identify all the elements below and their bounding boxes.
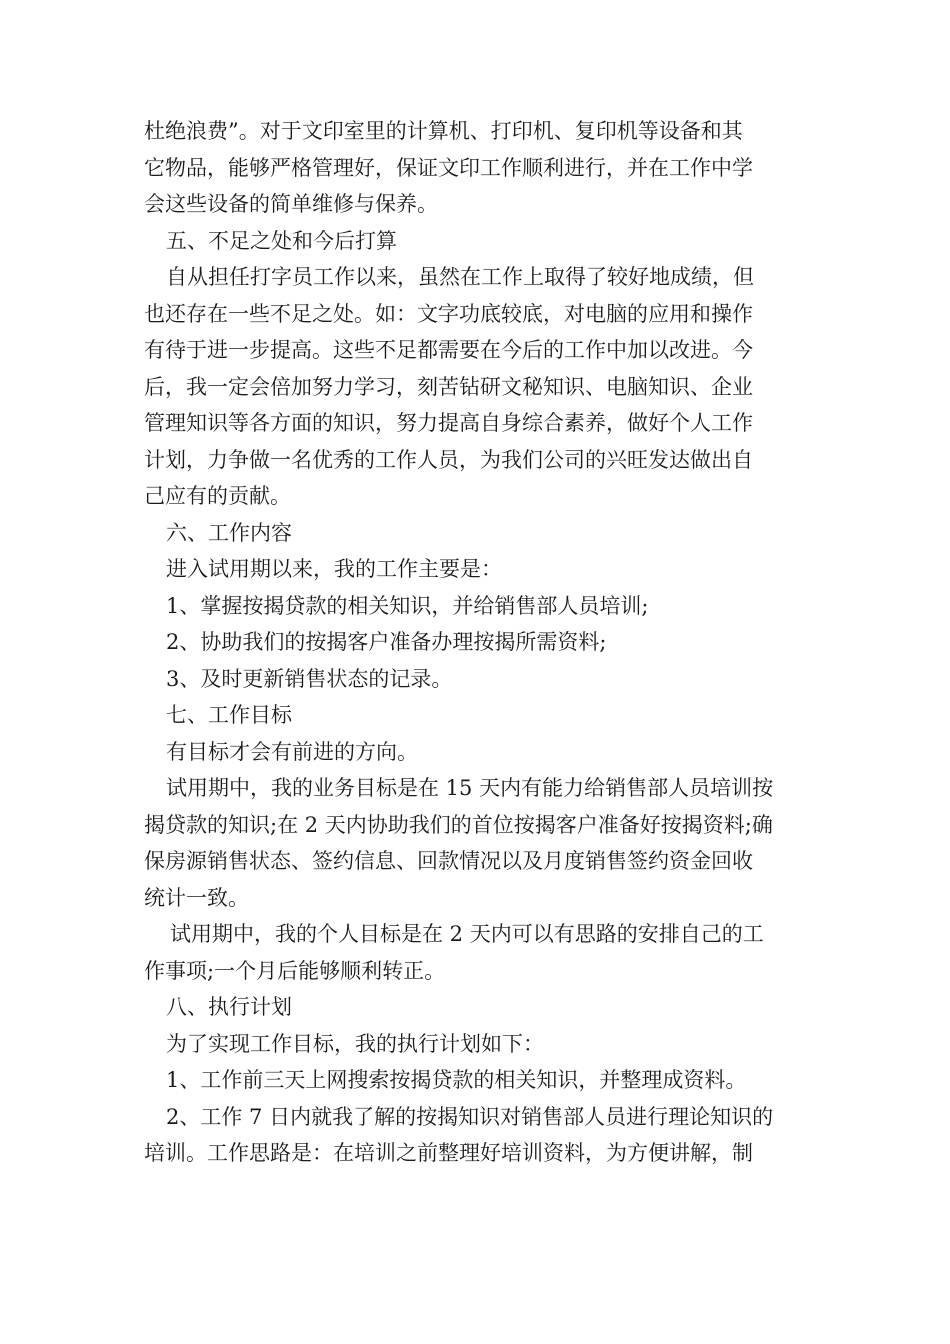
text-line: 有目标才会有前进的方向。 <box>166 739 418 764</box>
text-line: 管理知识等各方面的知识，努力提高自身综合素养，做好个人工作 <box>144 411 753 435</box>
text-line: 保房源销售状态、签约信息、回款情况以及月度销售签约资金回收 <box>144 849 753 873</box>
text-line: 自从担任打字员工作以来，虽然在工作上取得了较好地成绩，但 <box>166 265 754 289</box>
section-heading: 八、执行计划 <box>166 995 292 1019</box>
list-item: 2、协助我们的按揭客户准备办理按揭所需资料; <box>166 630 607 654</box>
list-item: 2、工作 7 日内就我了解的按揭知识对销售部人员进行理论知识的 <box>166 1104 774 1129</box>
text-line: 试用期中，我的业务目标是在 15 天内有能力给销售部人员培训按 <box>166 776 774 800</box>
text-line: 试用期中，我的个人目标是在 2 天内可以有思路的安排自己的工 <box>170 922 764 946</box>
list-item: 1、掌握按揭贷款的相关知识，并给销售部人员培训; <box>166 593 649 618</box>
text-line: 也还存在一些不足之处。如：文字功底较底，对电脑的应用和操作 <box>144 301 753 326</box>
text-line: 会这些设备的简单维修与保养。 <box>144 192 438 216</box>
text-line: 揭贷款的知识;在 2 天内协助我们的首位按揭客户准备好按揭资料;确 <box>144 812 773 837</box>
text-line: 作事项;一个月后能够顺利转正。 <box>144 958 446 983</box>
text-line: 为了实现工作目标，我的执行计划如下： <box>166 1031 544 1056</box>
text-line: 统计一致。 <box>144 885 249 910</box>
section-heading: 五、不足之处和今后打算 <box>166 228 397 253</box>
text-line: 计划，力争做一名优秀的工作人员，为我们公司的兴旺发达做出自 <box>144 447 753 472</box>
text-line: 有待于进一步提高。这些不足都需要在今后的工作中加以改进。今 <box>144 338 753 362</box>
section-heading: 七、工作目标 <box>166 703 292 727</box>
text-line: 培训。工作思路是：在培训之前整理好培训资料，为方便讲解，制 <box>144 1141 753 1165</box>
section-heading: 六、工作内容 <box>166 520 292 545</box>
text-line: 进入试用期以来，我的工作主要是： <box>166 557 502 581</box>
text-line: 杜绝浪费”。对于文印室里的计算机、打印机、复印机等设备和其 <box>144 119 743 143</box>
document-page <box>144 113 814 1172</box>
text-line: 后，我一定会倍加努力学习，刻苦钻研文秘知识、电脑知识、企业 <box>144 374 753 399</box>
text-line: 它物品，能够严格管理好，保证文印工作顺利进行，并在工作中学 <box>144 155 753 180</box>
list-item: 1、工作前三天上网搜索按揭贷款的相关知识，并整理成资料。 <box>166 1068 747 1092</box>
text-line: 己应有的贡献。 <box>144 484 291 508</box>
list-item: 3、及时更新销售状态的记录。 <box>166 666 453 691</box>
